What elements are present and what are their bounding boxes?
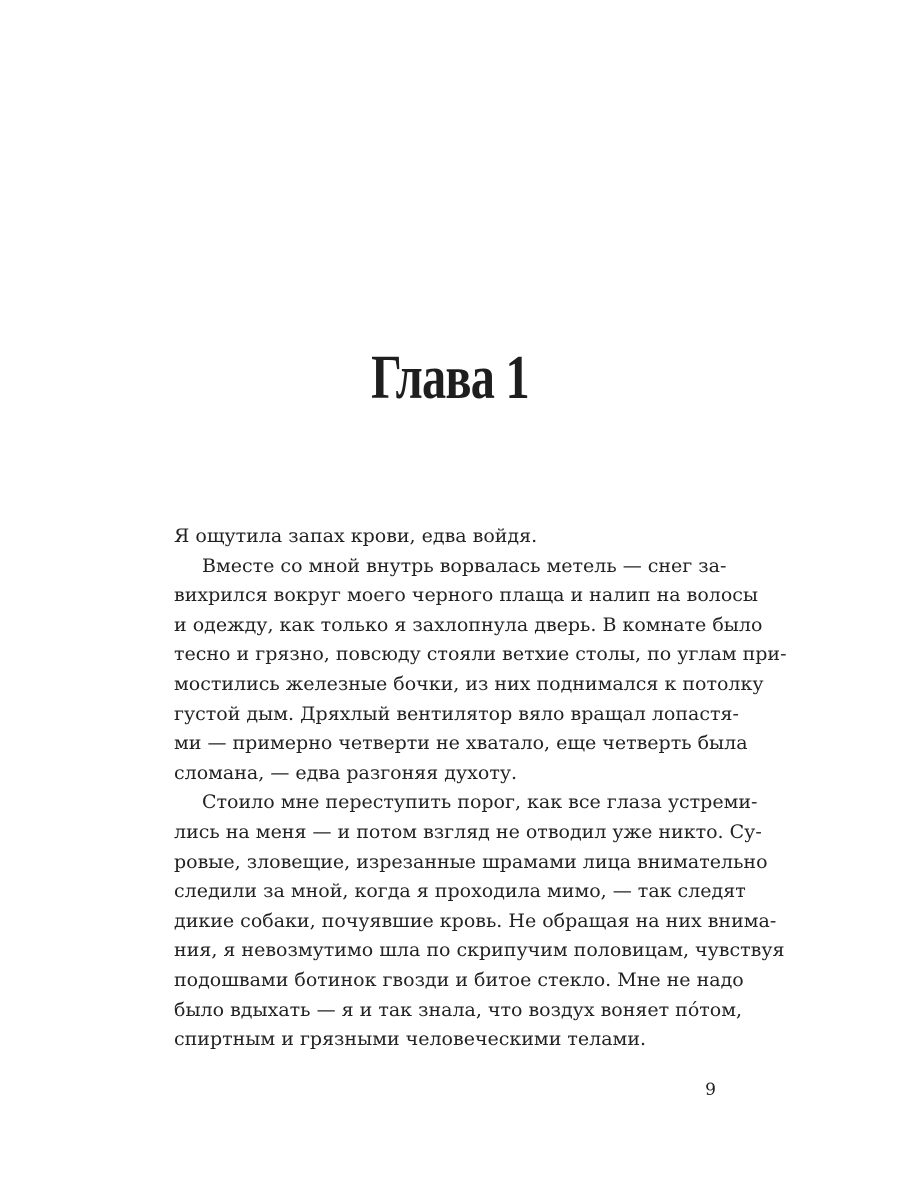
chapter-title: Глава 1: [371, 344, 529, 412]
paragraph-3: [174, 788, 785, 1054]
text-line: ми — примерно четверти не хватало, еще четверть была: [174, 732, 748, 755]
text-line: следили за мной, когда я проходила мимо, — так следят: [174, 880, 746, 903]
text-line: ровые, зловещие, изрезанные шрамами лица внимательно: [174, 850, 768, 873]
text-line: ния, я невозмутимо шла по скрипучим половицам, чувствуя: [174, 939, 785, 962]
paragraph-1: [174, 522, 719, 552]
text-line: было вдыхать — я и так знала, что воздух воняет по́том,: [174, 998, 743, 1021]
text-line: Я ощутила запах крови, едва войдя.: [174, 525, 538, 547]
body-text: [174, 522, 787, 1055]
text-line: Стоило мне переступить порог, как все глаза устреми-: [202, 791, 758, 814]
text-line: спиртным и грязными человеческими телами.: [174, 1028, 647, 1051]
text-line: мостились железные бочки, из них поднимался к потолку: [174, 672, 764, 695]
text-line: Вместе со мной внутрь ворвалась метель — снег за-: [202, 554, 727, 577]
text-line: густой дым. Дряхлый вентилятор вяло вращал лопастя-: [174, 702, 739, 725]
paragraph-2: [174, 552, 787, 789]
text-line: подошвами ботинок гвозди и битое стекло. Мне не надо: [174, 968, 744, 991]
text-line: тесно и грязно, повсюду стояли ветхие столы, по углам при-: [174, 643, 787, 666]
text-line: и одежду, как только я захлопнула дверь. В комнате было: [174, 613, 763, 636]
text-line: лись на меня — и потом взгляд не отводил уже никто. Су-: [174, 820, 762, 843]
page-number: 9: [705, 1080, 716, 1100]
text-line: вихрился вокруг моего черного плаща и налип на волосы: [174, 584, 759, 607]
text-line: дикие собаки, почуявшие кровь. Не обращая на них внима-: [174, 909, 777, 932]
text-line: сломана, — едва разгоняя духоту.: [174, 761, 518, 784]
